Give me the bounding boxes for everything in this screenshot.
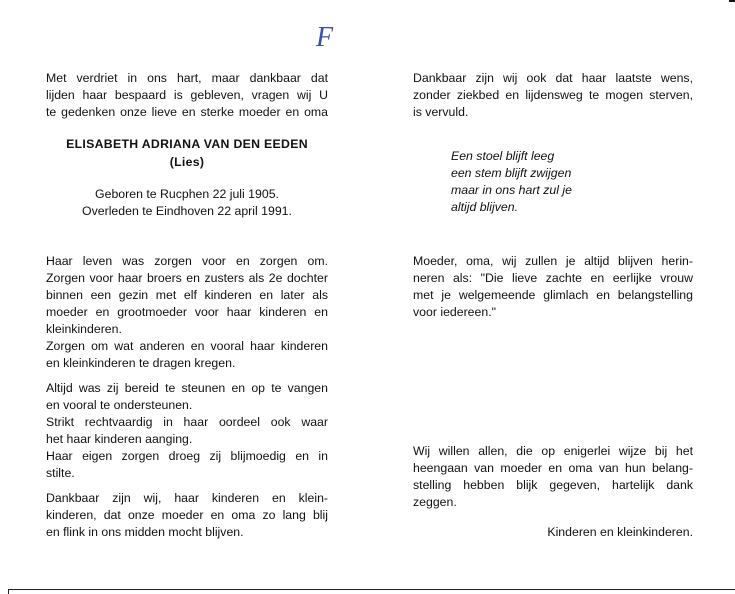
- life-line: moeder en grootmoeder voor haar kinderen en: [46, 305, 328, 319]
- life-line: en kleinkinderen te dragen kregen.: [46, 356, 236, 370]
- gratitude-paragraph: [46, 490, 328, 541]
- support-line: Strikt rechtvaardig in haar oordeel ook waar: [46, 415, 328, 429]
- remember-line: voor iedereen.": [413, 305, 496, 319]
- remember-line: met je welgemeende glimlach en belangstelling: [413, 288, 693, 302]
- wish-paragraph: [413, 70, 693, 121]
- left-column: [46, 0, 328, 594]
- gratitude-line: Dankbaar zijn wij, haar kinderen en klein-: [46, 491, 328, 505]
- scan-border-line: [8, 589, 735, 590]
- life-line: Zorgen voor haar broers en zusters als 2e dochter: [46, 271, 328, 285]
- poem-line: een stem blijft zwijgen: [451, 166, 572, 180]
- thanks-line: stelling hebben blijk gegeven, hartelijk dank: [413, 478, 693, 492]
- signature: Kinderen en kleinkinderen.: [547, 525, 693, 539]
- scan-edge-mark: [729, 0, 735, 2]
- right-column: [413, 0, 693, 594]
- thanks-line: zeggen.: [413, 495, 457, 509]
- gratitude-line: en flink in ons midden mocht blijven.: [46, 525, 244, 539]
- deceased-name: ELISABETH ADRIANA VAN DEN EEDEN: [66, 137, 308, 151]
- support-line: Altijd was zij bereid te steunen en op te vangen: [46, 381, 328, 395]
- wish-line: zonder ziekbed en lijdensweg te mogen sterven,: [413, 88, 693, 102]
- poem: [451, 148, 651, 216]
- poem-line: Een stoel blijft leeg: [451, 149, 555, 163]
- scan-border-corner: [8, 589, 9, 594]
- gratitude-line: kinderen, dat onze moeder en oma zo lang blij: [46, 508, 328, 522]
- intro-line: lijden haar bespaard is gebleven, vragen wij U: [46, 88, 328, 102]
- wish-line: is vervuld.: [413, 105, 469, 119]
- life-paragraph: [46, 253, 328, 372]
- intro-line: Met verdriet in ons hart, maar dankbaar dat: [46, 71, 328, 85]
- support-line: stilte.: [46, 466, 75, 480]
- support-paragraph: [46, 380, 328, 482]
- poem-line: maar in ons hart zul je: [451, 183, 572, 197]
- support-line: en vooral te ondersteunen.: [46, 398, 193, 412]
- support-line: het haar kinderen aanging.: [46, 432, 193, 446]
- birth-line: Geboren te Rucphen 22 juli 1905.: [95, 187, 279, 201]
- deceased-nickname: (Lies): [169, 155, 205, 169]
- life-line: Zorgen om wat anderen en vooral haar kinderen: [46, 339, 328, 353]
- life-line: kleinkinderen.: [46, 322, 122, 336]
- life-line: Haar leven was zorgen voor en zorgen om.: [46, 254, 328, 268]
- remember-paragraph: [413, 253, 693, 321]
- thanks-paragraph: [413, 443, 693, 511]
- poem-line: altijd blijven.: [451, 200, 518, 214]
- remember-line: neren als: "Die lieve zachte en eerlijke vrouw: [413, 271, 693, 285]
- scan-border: [0, 588, 735, 594]
- support-line: Haar eigen zorgen droeg zij blijmoedig en in: [46, 449, 328, 463]
- life-line: binnen een gezin met elf kinderen en later als: [46, 288, 328, 302]
- wish-line: Dankbaar zijn wij ook dat haar laatste wens,: [413, 71, 693, 85]
- intro-paragraph: [46, 70, 328, 121]
- thanks-line: heengaan van moeder en oma van hun belang-: [413, 461, 693, 475]
- thanks-line: Wij willen allen, die op enigerlei wijze bij het: [413, 444, 693, 458]
- handwritten-mark: F: [316, 22, 334, 53]
- remember-line: Moeder, oma, wij zullen je altijd blijven herin-: [413, 254, 693, 268]
- death-line: Overleden te Eindhoven 22 april 1991.: [82, 204, 292, 218]
- intro-line: te gedenken onze lieve en sterke moeder en oma: [46, 105, 328, 119]
